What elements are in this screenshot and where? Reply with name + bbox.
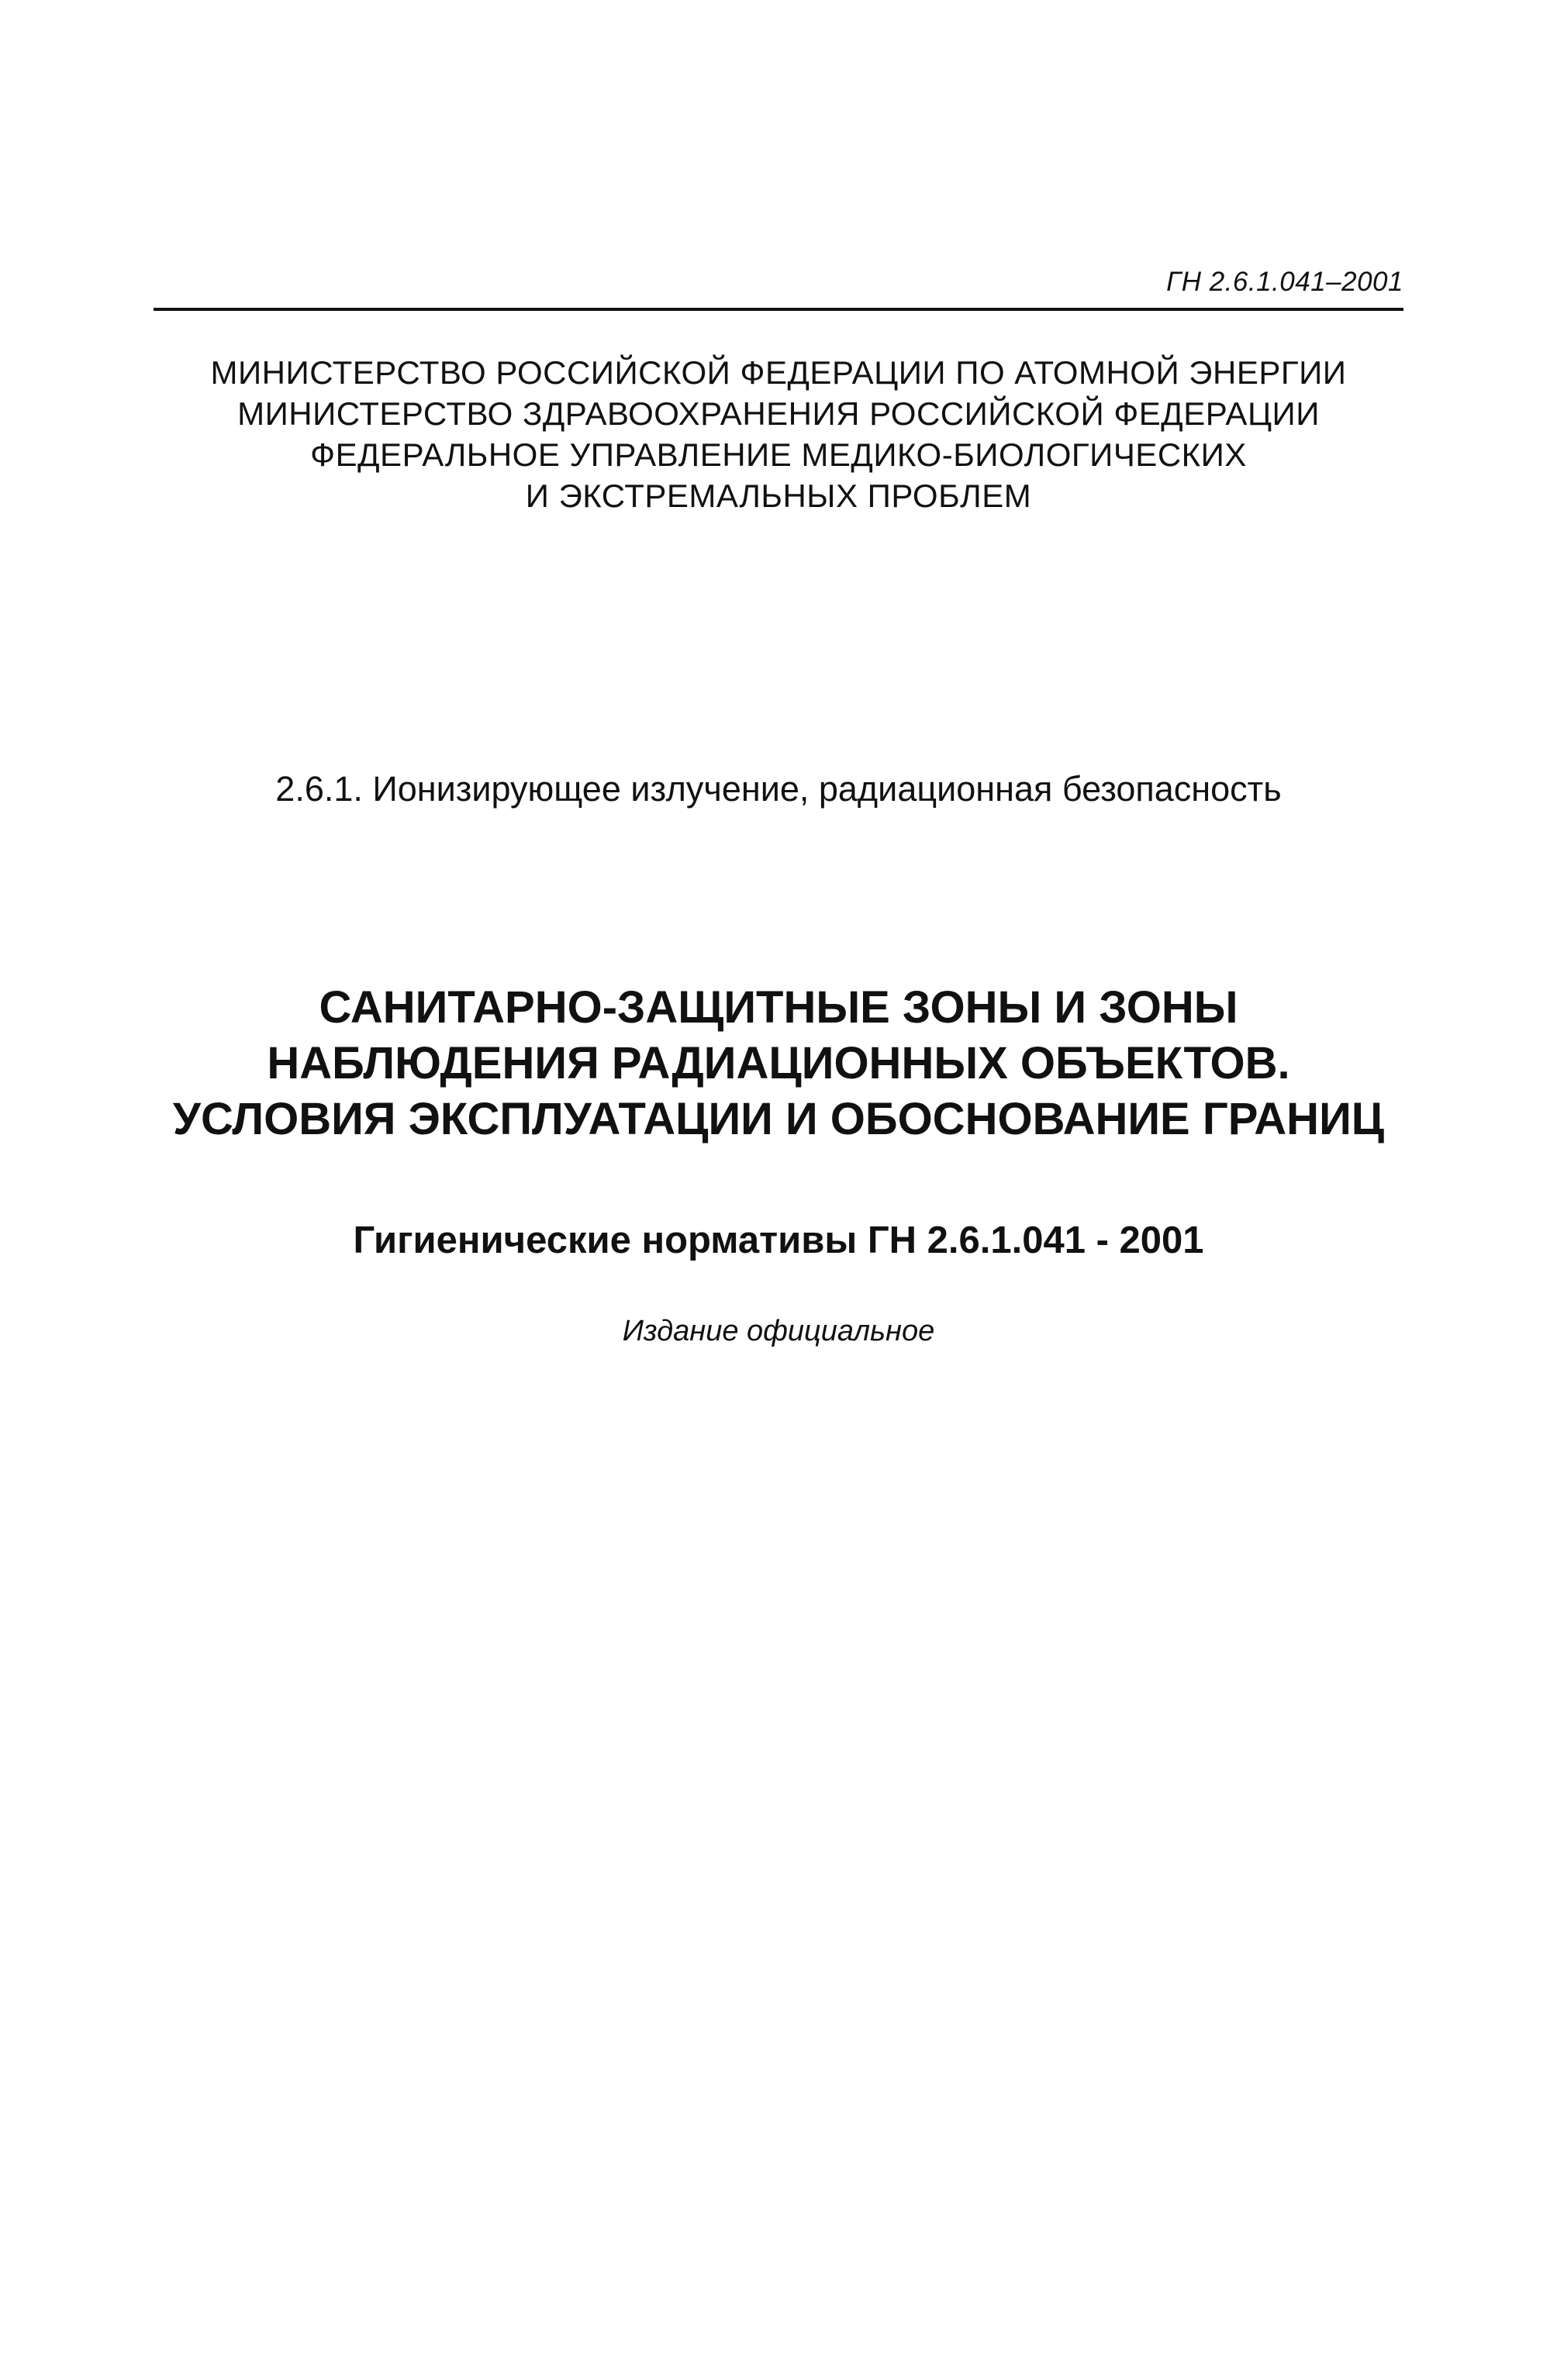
header-rule [154, 308, 1403, 311]
ministry-line: МИНИСТЕРСТВО РОССИЙСКОЙ ФЕДЕРАЦИИ ПО АТОМНОЙ ЭНЕРГИИ [210, 354, 1347, 391]
ministry-line: ФЕДЕРАЛЬНОЕ УПРАВЛЕНИЕ МЕДИКО-БИОЛОГИЧЕСКИХ [310, 436, 1247, 473]
ministry-line: МИНИСТЕРСТВО ЗДРАВООХРАНЕНИЯ РОССИЙСКОЙ ФЕДЕРАЦИИ [237, 395, 1320, 432]
edition-label: Издание официальное [622, 1315, 935, 1347]
title-line: САНИТАРНО-ЗАЩИТНЫЕ ЗОНЫ И ЗОНЫ [319, 982, 1238, 1033]
title-line: НАБЛЮДЕНИЯ РАДИАЦИОННЫХ ОБЪЕКТОВ. [267, 1038, 1290, 1088]
section-heading: 2.6.1. Ионизирующее излучение, радиационная безопасность [275, 769, 1282, 809]
document-code: ГН 2.6.1.041–2001 [1166, 267, 1403, 297]
ministries-block [154, 352, 1403, 516]
ministry-line: И ЭКСТРЕМАЛЬНЫХ ПРОБЛЕМ [525, 478, 1032, 514]
document-title [154, 980, 1403, 1147]
hygienic-norms-label: Гигиенические нормативы ГН 2.6.1.041 - 2001 [353, 1219, 1204, 1261]
title-line: УСЛОВИЯ ЭКСПЛУАТАЦИИ И ОБОСНОВАНИЕ ГРАНИЦ [172, 1094, 1385, 1144]
